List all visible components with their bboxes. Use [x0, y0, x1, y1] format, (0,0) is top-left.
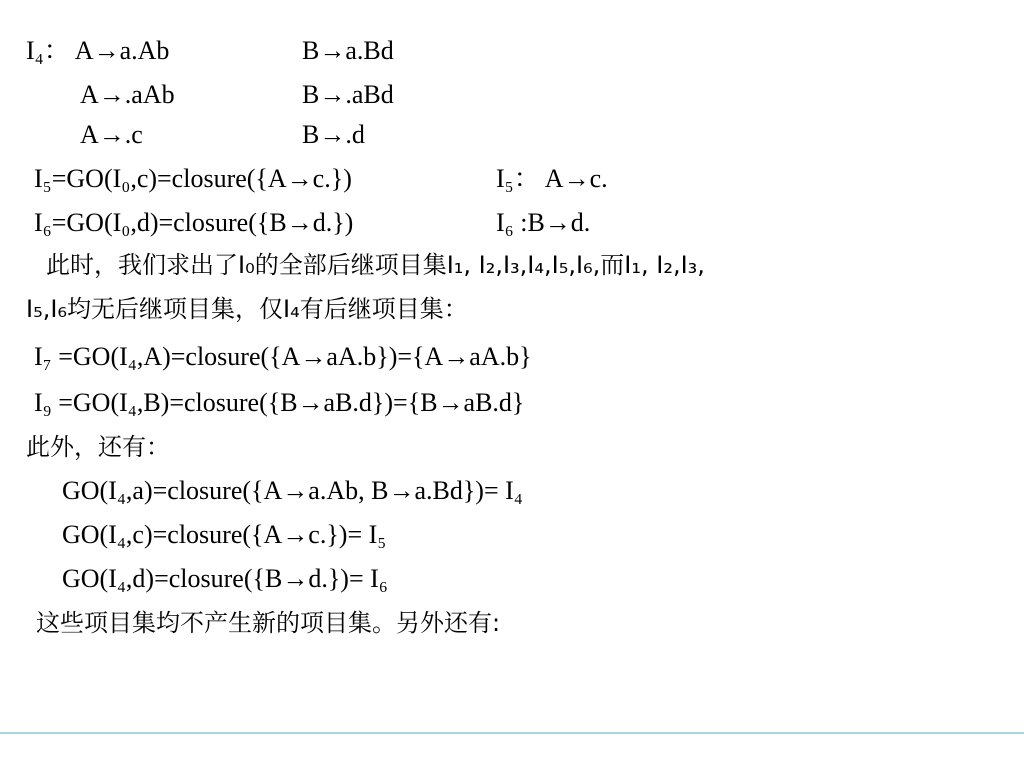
successor-summary-line2: I₅,I₆均无后继项目集，仅I₄有后继项目集：	[26, 295, 468, 323]
go-i4-c: GO(I₄,c)=closure({A→c.})= I₅	[62, 520, 387, 549]
i5-go-definition: I₅=GO(I₀,c)=closure({A→c.})	[34, 164, 352, 193]
conclusion-text: 这些项目集均不产生新的项目集。另外还有:	[36, 609, 501, 637]
i7-definition: I₇ =GO(I₄,A)=closure({A→aA.b})={A→aA.b}	[34, 342, 532, 371]
i4-item-a-line2: A→.aAb	[80, 80, 175, 109]
i9-definition: I₉ =GO(I₄,B)=closure({B→aB.d})={B→aB.d}	[34, 388, 525, 417]
go-i4-a: GO(I₄,a)=closure({A→a.Ab, B→a.Bd})= I₄	[62, 476, 523, 505]
i4-item-a-line1: I₄： A→a.Ab	[26, 36, 170, 65]
i6-go-definition: I₆=GO(I₀,d)=closure({B→d.})	[34, 208, 354, 237]
i4-item-b-line3: B→.d	[302, 120, 365, 149]
i4-item-b-line2: B→.aBd	[302, 80, 394, 109]
additional-heading: 此外，还有：	[26, 433, 170, 461]
footer-divider	[0, 732, 1024, 734]
i4-item-a-line3: A→.c	[80, 120, 143, 149]
i6-items: I₆ :B→d.	[496, 208, 591, 237]
go-i4-d: GO(I₄,d)=closure({B→d.})= I₆	[62, 564, 388, 593]
i5-items: I₅： A→c.	[496, 164, 608, 193]
successor-summary-line1: 此时，我们求出了I₀的全部后继项目集I₁, I₂,I₃,I₄,I₅,I₆,而I₁, I₂,I₃,	[46, 251, 705, 279]
i4-item-b-line1: B→a.Bd	[302, 36, 394, 65]
